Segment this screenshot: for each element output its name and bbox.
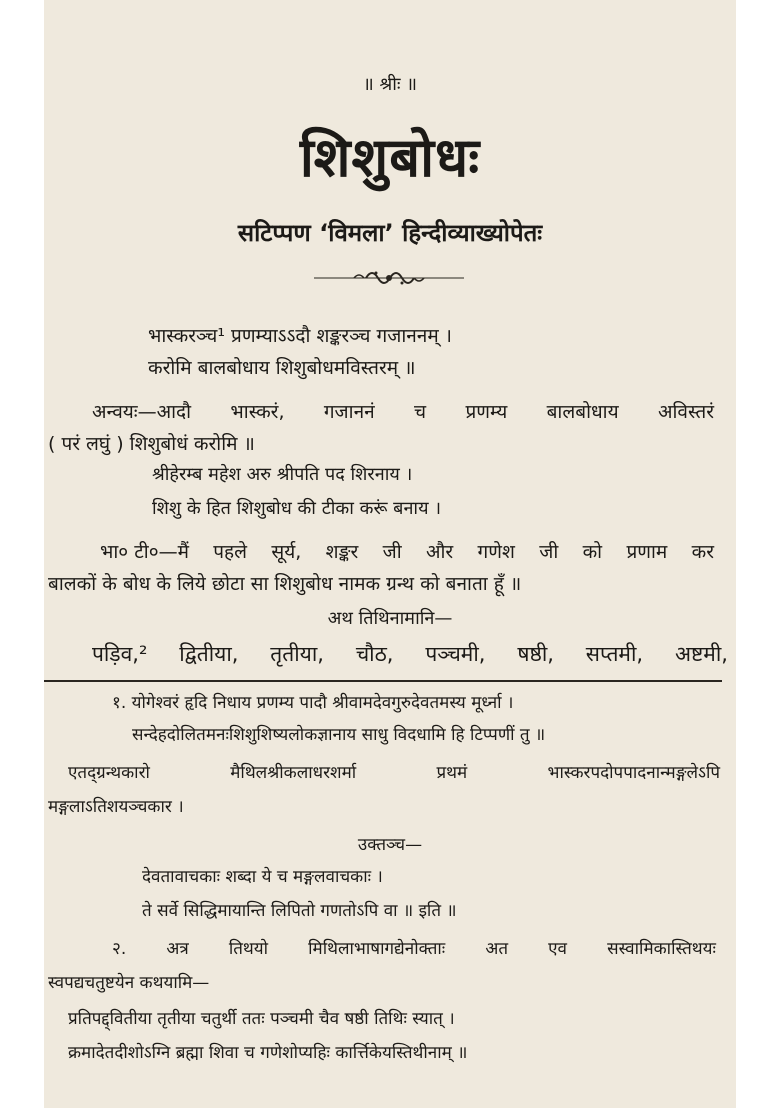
tithi-names-row <box>92 640 728 668</box>
footnote-word: मिथिलाभाषागद्येनोक्ताः <box>308 939 446 959</box>
tithi-name: पञ्चमी, <box>425 642 486 666</box>
footnote-1-line-2: सन्देहदोलितमनःशिशुशिष्यलोकज्ञानाय साधु विदधामि हि टिप्पणीं तु ॥ <box>132 725 546 745</box>
tithi-name: अष्टमी, <box>674 642 728 666</box>
tika-word: जी <box>539 541 559 563</box>
tika-word: को <box>582 541 603 563</box>
footnote-divider <box>44 680 722 682</box>
footnote-word: मैथिलश्रीकलाधरशर्मा <box>230 763 357 783</box>
tika-word: जी <box>382 541 402 563</box>
anvaya-word: गजाननं <box>323 401 375 423</box>
book-page <box>44 0 736 1108</box>
footnote-word: एव <box>548 939 567 959</box>
anvaya-word: बालबोधाय <box>546 401 619 423</box>
verse-line-1: भास्करञ्च¹ प्रणम्याऽऽदौ शङ्करञ्च गजाननम् । <box>148 325 452 347</box>
tithi-name: चौठ, <box>355 642 394 666</box>
anvaya-word: अविस्तरं <box>658 401 714 423</box>
footnote-1-heading: उक्तञ्च— <box>357 835 423 855</box>
decorative-flourish-icon <box>314 266 464 288</box>
anvaya-line-1 <box>92 398 714 424</box>
anvaya-word: भास्करं, <box>230 401 285 423</box>
tika-word: सूर्य, <box>271 541 302 563</box>
footnote-1-line-4: मङ्गलाऽतिशयञ्चकार । <box>48 797 184 817</box>
tika-word: गणेश <box>477 541 515 563</box>
bhasha-tika-line-2: बालकों के बोध के लिये छोटा सा शिशुबोध नामक ग्रन्थ को बनाता हूँ ॥ <box>48 573 522 595</box>
verse-line-2: करोमि बालबोधाय शिशुबोधमविस्तरम् ॥ <box>148 357 416 379</box>
footnote-1-quote-2: ते सर्वे सिद्धिमायान्ति लिपितो गणतोऽपि वा ॥ इति ॥ <box>142 901 457 921</box>
footnote-word: एतद्ग्रन्थकारो <box>68 763 150 783</box>
footnote-2-line-1 <box>112 936 716 959</box>
footnote-word: अत्र <box>166 939 189 959</box>
tika-word: पहले <box>213 541 248 563</box>
footnote-word: सस्वामिकास्तिथयः <box>607 939 716 959</box>
tika-word: कर <box>691 541 714 563</box>
footnote-word: प्रथमं <box>436 763 468 783</box>
footnote-2-line-2: स्वपद्यचतुष्टयेन कथयामि— <box>48 973 210 993</box>
tithi-name: षष्ठी, <box>517 642 554 666</box>
anvaya-word: च <box>414 401 427 423</box>
footnote-1-line-3 <box>68 760 720 783</box>
hindi-verse-line-2: शिशु के हित शिशुबोध की टीका करूं बनाय । <box>152 498 442 519</box>
tithi-name: सप्तमी, <box>585 642 644 666</box>
section-heading: अथ तिथिनामानि— <box>327 608 453 629</box>
tika-word: प्रणाम <box>626 541 668 563</box>
footnote-word: २. <box>112 939 127 959</box>
tithi-name: द्वितीया, <box>179 642 239 666</box>
bhasha-tika-line-1 <box>100 538 714 564</box>
book-title: शिशुबोधः <box>299 126 481 189</box>
footnote-word: भास्करपदोपपादनान्मङ्गलेऽपि <box>547 763 720 783</box>
tika-word: शङ्कर <box>325 541 359 563</box>
tika-word: और <box>426 541 454 563</box>
tithi-name: पड़िव,² <box>92 642 148 666</box>
anvaya-word: प्रणम्य <box>465 401 508 423</box>
footnote-word: तिथयो <box>228 939 269 959</box>
tithi-name: तृतीया, <box>270 642 324 666</box>
footnote-2-line-3: प्रतिपद्द्वितीया तृतीया चतुर्थी ततः पञ्चमी चैव षष्ठी तिथिः स्यात् । <box>68 1009 455 1029</box>
invocation: ॥ श्रीः ॥ <box>362 74 418 95</box>
anvaya-word: अन्वयः—आदौ <box>92 401 192 423</box>
footnote-2-line-4: क्रमादेतदीशोऽग्नि ब्रह्मा शिवा च गणेशोप्यहिः कार्त्तिकेयस्तिथीनाम् ॥ <box>68 1043 468 1063</box>
footnote-1-line-1: १. योगेश्वरं हृदि निधाय प्रणम्य पादौ श्रीवामदेवगुरुदेवतमस्य मूर्ध्ना । <box>112 693 514 713</box>
book-subtitle: सटिप्पण ‘विमला’ हिन्दीव्याख्योपेतः <box>237 219 543 247</box>
hindi-verse-line-1: श्रीहेरम्ब महेश अरु श्रीपति पद शिरनाय । <box>152 464 413 485</box>
footnote-1-quote-1: देवतावाचकाः शब्दा ये च मङ्गलवाचकाः । <box>142 867 383 887</box>
footnote-word: अत <box>485 939 509 959</box>
anvaya-line-2: ( परं लघुं ) शिशुबोधं करोमि ॥ <box>48 433 255 455</box>
tika-word: भा० टी०—मैं <box>100 541 189 563</box>
